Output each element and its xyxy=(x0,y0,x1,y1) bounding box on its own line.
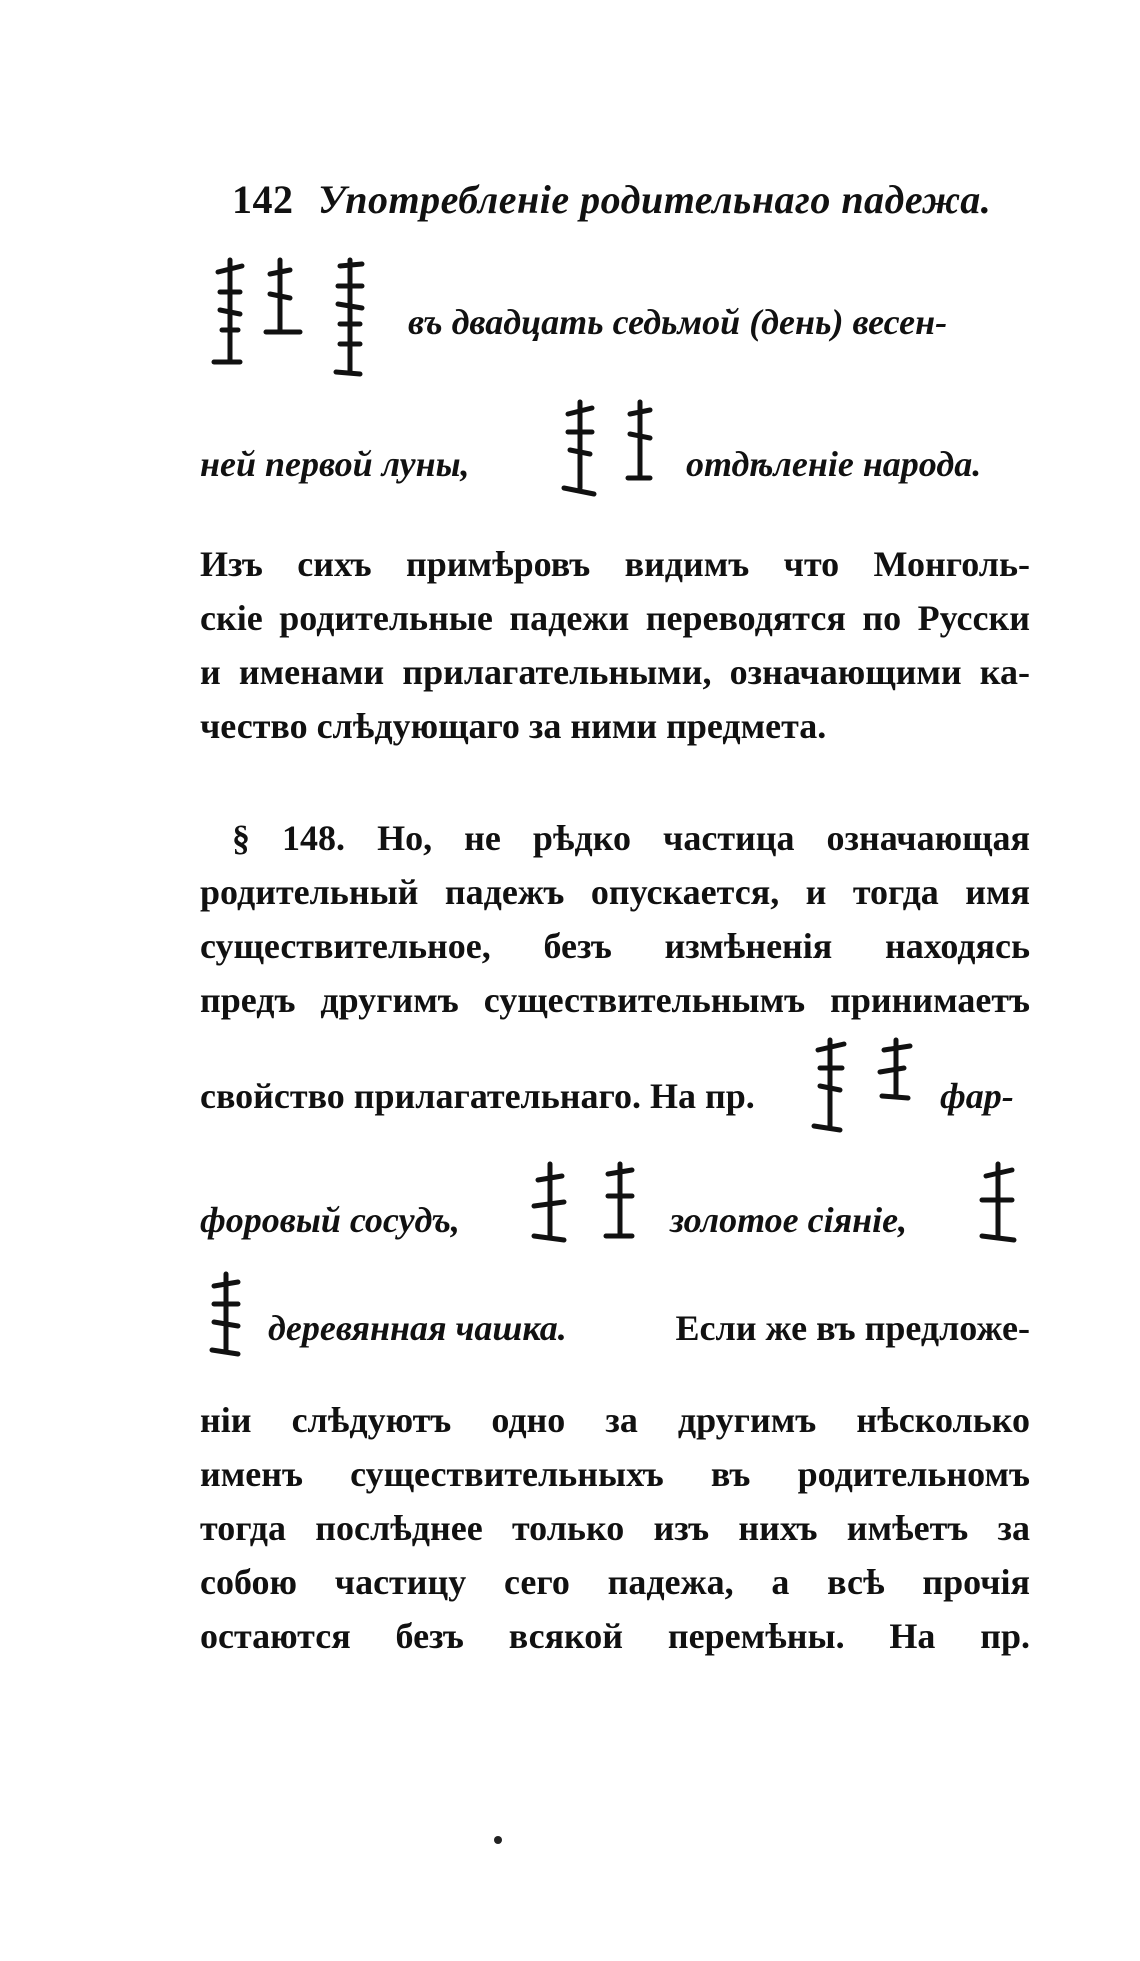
text-line-10: существительное, безъ измѣненія находясь xyxy=(200,926,1030,966)
text-line-15: золотое сіяніе, xyxy=(670,1200,908,1240)
text-line-17: Если же въ предложе- xyxy=(675,1308,1030,1348)
mongolian-script-icon xyxy=(520,1160,660,1260)
text-line-1: въ двадцать седьмой (день) весен- xyxy=(408,302,948,342)
text-line-22: остаются безъ всякой перемѣны. На пр. xyxy=(200,1616,1030,1656)
text-line-19: именъ существительныхъ въ родительномъ xyxy=(200,1454,1030,1494)
text-line-13: фар- xyxy=(940,1076,1014,1116)
text-line-21: собою частицу сего падежа, а всѣ прочія xyxy=(200,1562,1030,1602)
text-line-20: тогда послѣднее только изъ нихъ имѣетъ за xyxy=(200,1508,1030,1548)
text-line-9: родительный падежъ опускается, и тогда имя xyxy=(200,872,1030,912)
text-line-16: деревянная чашка. xyxy=(268,1308,567,1348)
text-line-14: форовый сосудъ, xyxy=(200,1200,460,1240)
running-title: Употребленіе родительнаго падежа. xyxy=(318,177,992,222)
text-line-7: чество слѣдующаго за ними предмета. xyxy=(200,706,827,746)
text-line-2: ней первой луны, xyxy=(200,444,470,484)
text-line-11: предъ другимъ существительнымъ принимаетъ xyxy=(200,980,1030,1020)
mongolian-script-icon xyxy=(200,1270,260,1360)
text-line-12: свойство прилагательнаго. На пр. xyxy=(200,1076,755,1116)
text-line-3: отдѣленіе народа. xyxy=(686,444,982,484)
text-line-5: скіе родительные падежи переводятся по Русски xyxy=(200,598,1030,638)
mongolian-script-icon xyxy=(200,252,400,382)
page-header xyxy=(232,176,1022,223)
mongolian-script-icon xyxy=(964,1160,1034,1260)
text-line-4: Изъ сихъ примѣровъ видимъ что Монголь- xyxy=(200,544,1030,584)
mongolian-script-icon xyxy=(550,398,660,508)
text-line-8: § 148. Но, не рѣдко частица означающая xyxy=(232,818,1030,858)
page-number: 142 xyxy=(232,177,294,222)
text-line-18: ніи слѣдуютъ одно за другимъ нѣсколько xyxy=(200,1400,1030,1440)
mongolian-script-icon xyxy=(800,1036,930,1136)
page-mark xyxy=(494,1836,502,1844)
text-line-6: и именами прилагательными, означающими ка- xyxy=(200,652,1030,692)
